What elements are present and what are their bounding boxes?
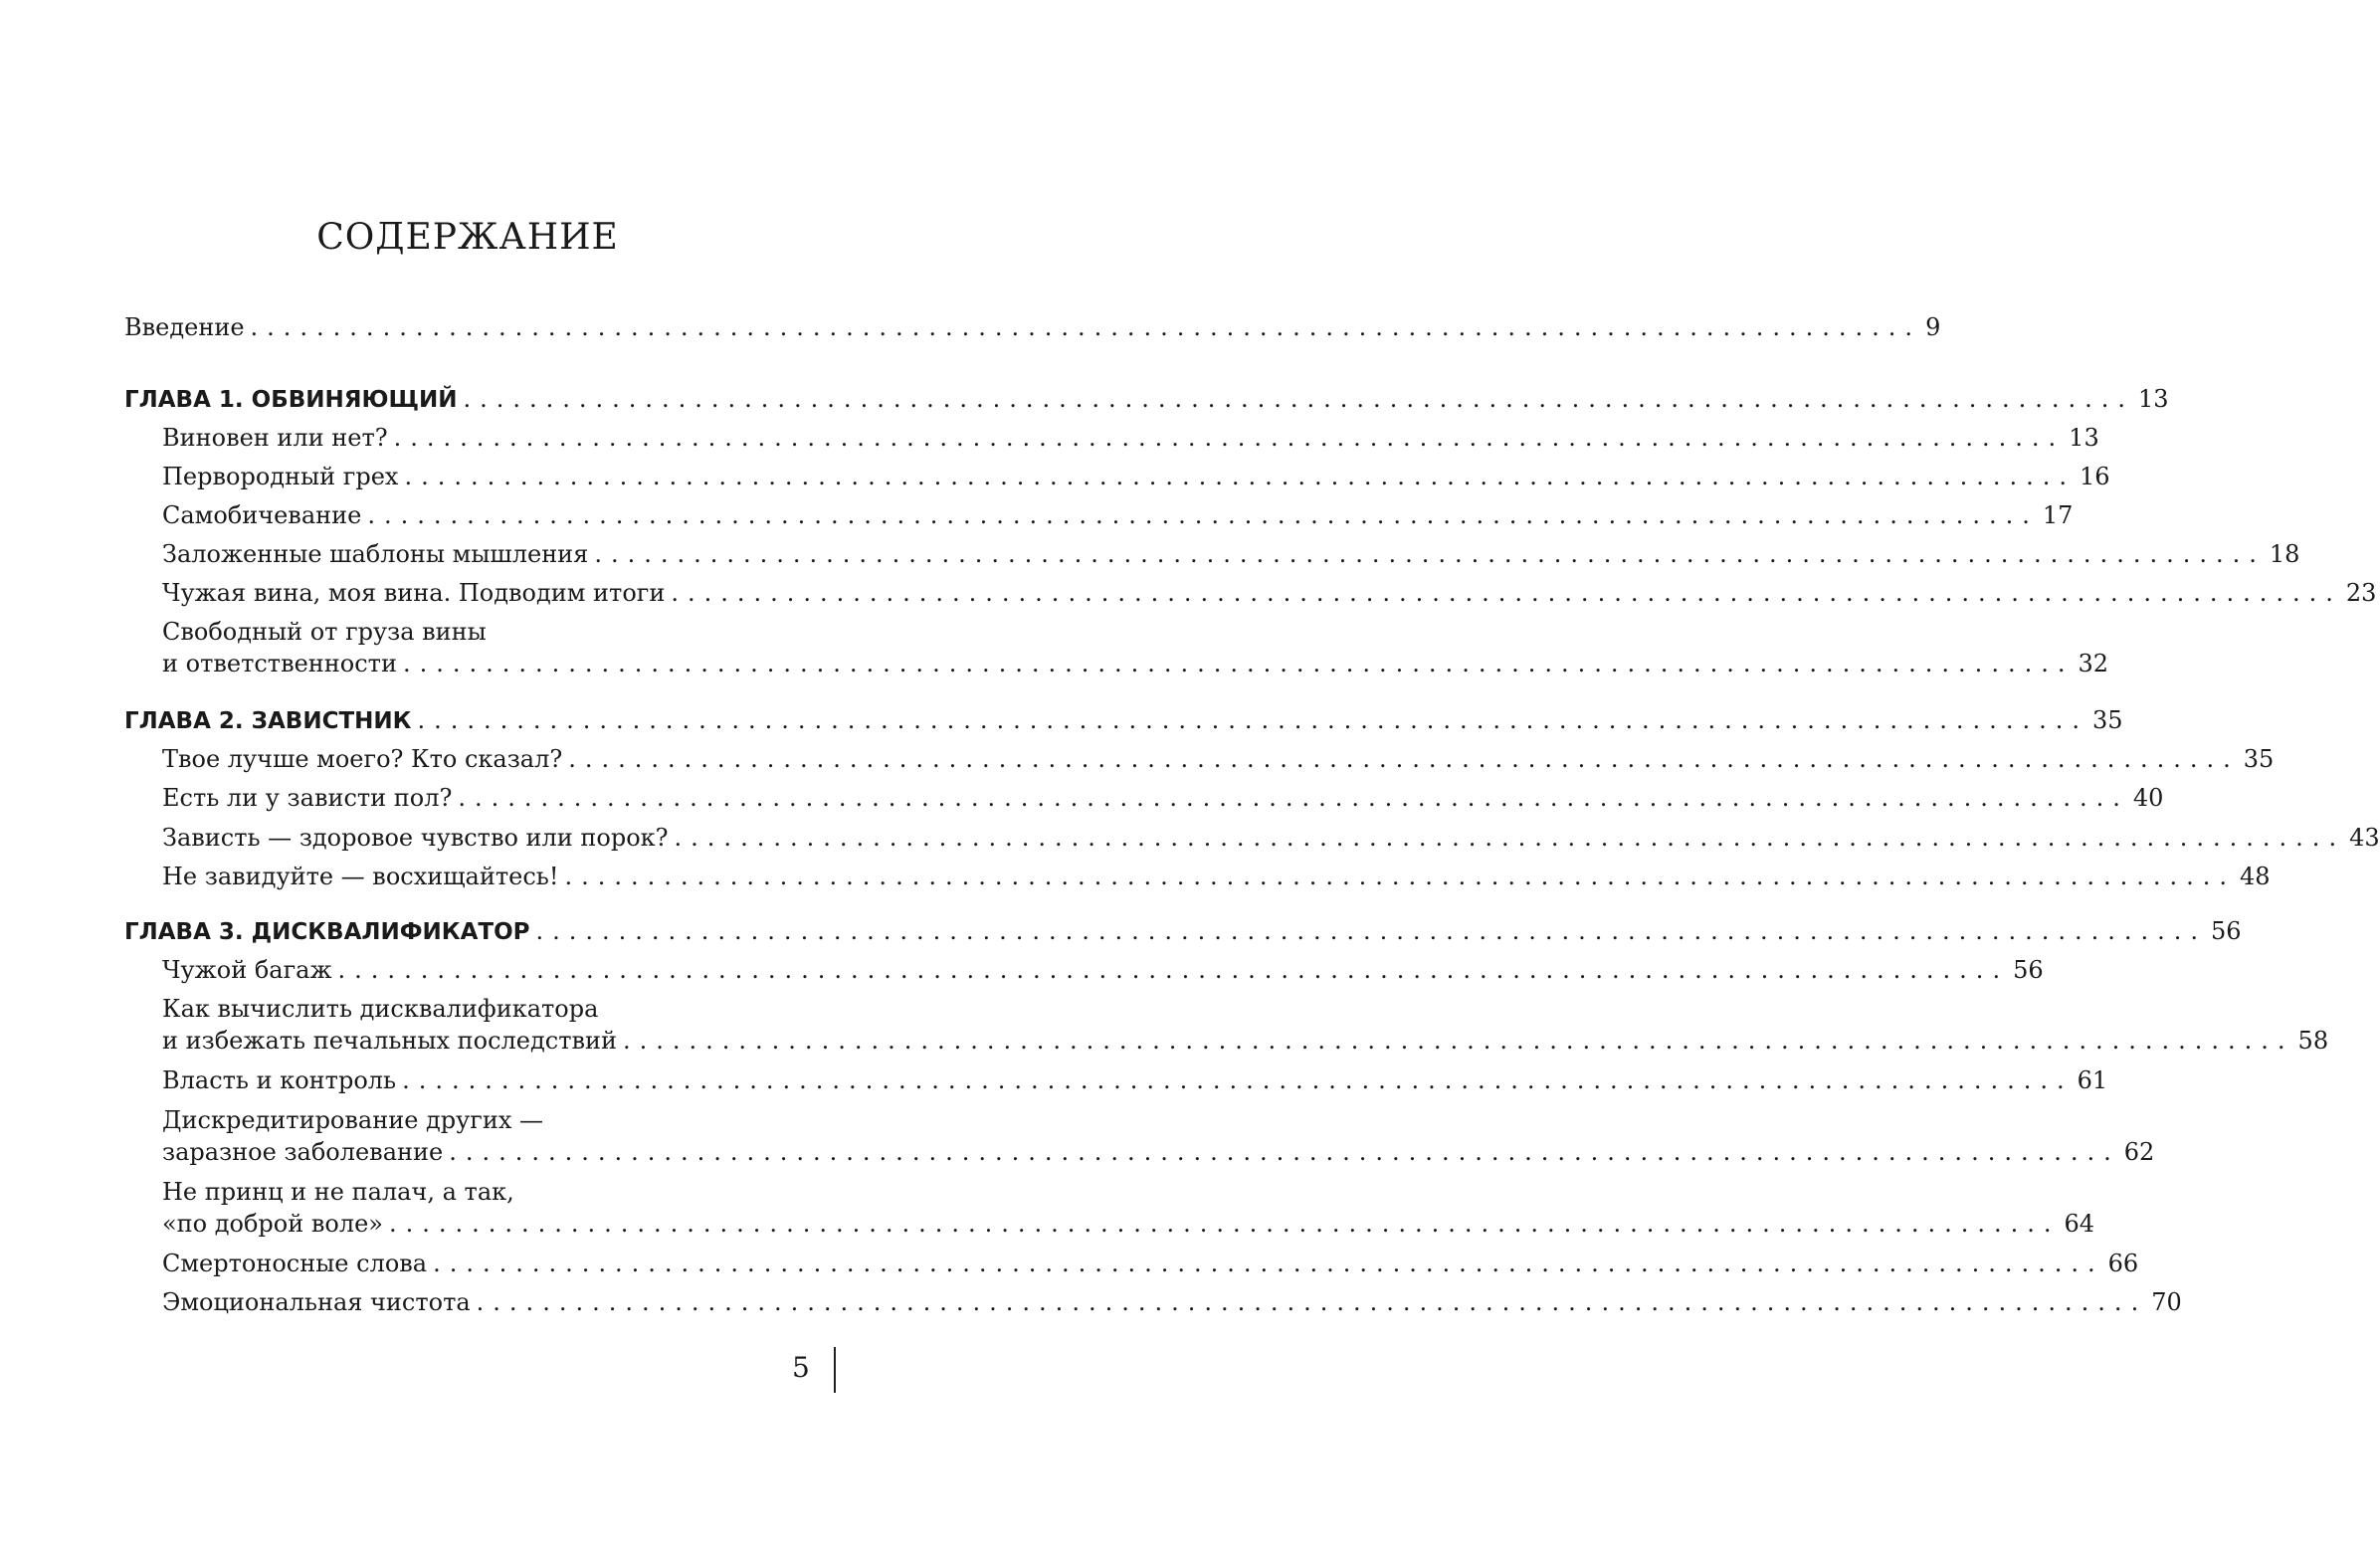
dot-leader: ..................................................................................................... bbox=[463, 385, 2134, 413]
toc-section-label-line2: и ответственности bbox=[162, 650, 397, 677]
dot-leader: ..................................................................................................... bbox=[417, 706, 2088, 734]
toc-page-number: 17 bbox=[2042, 501, 2074, 529]
dot-leader: ..................................................................................................... bbox=[671, 579, 2342, 607]
page-title: СОДЕРЖАНИЕ bbox=[316, 217, 619, 258]
toc-section-label: Заложенные шаблоны мышления bbox=[162, 540, 589, 568]
toc-page-number: 56 bbox=[2013, 956, 2044, 984]
toc-section[interactable] bbox=[162, 1248, 2139, 1279]
dot-leader: ..................................................................................................... bbox=[367, 501, 2039, 529]
toc-section[interactable] bbox=[162, 461, 2110, 492]
toc-section[interactable] bbox=[162, 822, 2380, 854]
toc-page-number: 23 bbox=[2345, 579, 2377, 607]
toc-chapter-label: ГЛАВА 1. ОБВИНЯЮЩИЙ bbox=[124, 387, 458, 413]
toc-page-number: 18 bbox=[2269, 540, 2300, 568]
toc-section[interactable] bbox=[162, 1104, 2155, 1168]
toc-section[interactable] bbox=[162, 577, 2377, 609]
dot-leader: ..................................................................................................... bbox=[564, 863, 2237, 890]
dot-leader: ..................................................................................................... bbox=[402, 650, 2075, 677]
dot-leader: ..................................................................................................... bbox=[388, 1210, 2061, 1238]
toc-section[interactable] bbox=[162, 422, 2099, 454]
dot-leader: ..................................................................................................... bbox=[402, 1066, 2074, 1094]
toc-section-label: Твое лучше моего? Кто сказал? bbox=[162, 745, 563, 773]
toc-section-label: Смертоносные слова bbox=[162, 1250, 428, 1277]
toc-section-label-line1: Как вычислить дисквалификатора bbox=[162, 995, 599, 1023]
toc-section[interactable] bbox=[162, 616, 2109, 679]
toc-section-label: Зависть — здоровое чувство или порок? bbox=[162, 824, 669, 852]
toc-section-label-line2: «по доброй воле» bbox=[162, 1210, 383, 1238]
toc-page-number: 40 bbox=[2132, 784, 2164, 812]
toc-page-number: 56 bbox=[2211, 917, 2242, 945]
dot-leader: ..................................................................................................... bbox=[568, 745, 2240, 773]
toc-entry-intro[interactable] bbox=[124, 311, 1941, 343]
toc-section[interactable] bbox=[162, 743, 2275, 775]
dot-leader: ..................................................................................................... bbox=[535, 917, 2208, 945]
toc-chapter-label: ГЛАВА 2. ЗАВИСТНИК bbox=[124, 708, 412, 734]
toc-section[interactable] bbox=[162, 1176, 2095, 1240]
dot-leader: ..................................................................................................... bbox=[393, 424, 2066, 452]
toc-chapter-label: ГЛАВА 3. ДИСКВАЛИФИКАТОР bbox=[124, 919, 530, 945]
folio-divider bbox=[834, 1347, 836, 1393]
toc-page-number: 61 bbox=[2077, 1066, 2108, 1094]
toc-section-label: Чужая вина, моя вина. Подводим итоги bbox=[162, 579, 666, 607]
toc-page-number: 62 bbox=[2123, 1138, 2155, 1166]
toc-page-number: 16 bbox=[2079, 463, 2110, 490]
dot-leader: ..................................................................................................... bbox=[250, 313, 1922, 341]
toc-section-label-line1: Дискредитирование других — bbox=[162, 1106, 544, 1134]
dot-leader: ..................................................................................................... bbox=[458, 784, 2129, 812]
toc-page-number: 35 bbox=[2091, 706, 2123, 734]
toc-page-number: 70 bbox=[2151, 1288, 2182, 1316]
toc-section[interactable] bbox=[162, 861, 2271, 892]
dot-leader: ..................................................................................................... bbox=[674, 824, 2346, 852]
toc-section-label: Чужой багаж bbox=[162, 956, 332, 984]
dot-leader: ..................................................................................................... bbox=[337, 956, 2010, 984]
toc-chapter-2[interactable] bbox=[124, 704, 2123, 737]
toc-entry-label: Введение bbox=[124, 313, 245, 341]
toc-section-label-line1: Свободный от груза вины bbox=[162, 618, 487, 646]
toc-section[interactable] bbox=[162, 1286, 2182, 1318]
dot-leader: ..................................................................................................... bbox=[594, 540, 2266, 568]
dot-leader: ..................................................................................................... bbox=[476, 1288, 2148, 1316]
toc-section[interactable] bbox=[162, 954, 2044, 986]
toc-section-label: Есть ли у зависти пол? bbox=[162, 784, 453, 812]
toc-section-label-line1: Не принц и не палач, а так, bbox=[162, 1178, 514, 1206]
toc-section-label: Первородный грех bbox=[162, 463, 399, 490]
dot-leader: ..................................................................................................... bbox=[404, 463, 2076, 490]
toc-page-number: 66 bbox=[2107, 1250, 2139, 1277]
toc-chapter-3[interactable] bbox=[124, 915, 2242, 948]
page-number: 5 bbox=[792, 1351, 810, 1384]
dot-leader: ..................................................................................................... bbox=[449, 1138, 2120, 1166]
toc-page-number: 64 bbox=[2064, 1210, 2095, 1238]
toc-section-label-line2: и избежать печальных последствий bbox=[162, 1027, 618, 1055]
toc-section[interactable] bbox=[162, 782, 2164, 814]
dot-leader: ..................................................................................................... bbox=[433, 1250, 2104, 1277]
toc-chapter-1[interactable] bbox=[124, 383, 2169, 416]
toc-page-number: 9 bbox=[1925, 313, 1941, 341]
toc-section-label: Виновен или нет? bbox=[162, 424, 388, 452]
toc-page-number: 13 bbox=[2069, 424, 2099, 452]
toc-page-number: 35 bbox=[2243, 745, 2275, 773]
toc-section-label-line2: заразное заболевание bbox=[162, 1138, 444, 1166]
toc-section[interactable] bbox=[162, 993, 2329, 1057]
toc-section-label: Самобичевание bbox=[162, 501, 362, 529]
toc-section[interactable] bbox=[162, 1064, 2108, 1096]
toc-page-number: 13 bbox=[2138, 385, 2169, 413]
toc-section[interactable] bbox=[162, 499, 2074, 531]
toc-page-number: 43 bbox=[2349, 824, 2380, 852]
toc-section[interactable] bbox=[162, 538, 2300, 570]
dot-leader: ..................................................................................................... bbox=[623, 1027, 2294, 1055]
toc-page-number: 48 bbox=[2240, 863, 2271, 890]
toc-section-label: Власть и контроль bbox=[162, 1066, 397, 1094]
toc-page-number: 58 bbox=[2297, 1027, 2329, 1055]
toc-section-label: Эмоциональная чистота bbox=[162, 1288, 471, 1316]
toc-page-number: 32 bbox=[2078, 650, 2109, 677]
toc-section-label: Не завидуйте — восхищайтесь! bbox=[162, 863, 559, 890]
